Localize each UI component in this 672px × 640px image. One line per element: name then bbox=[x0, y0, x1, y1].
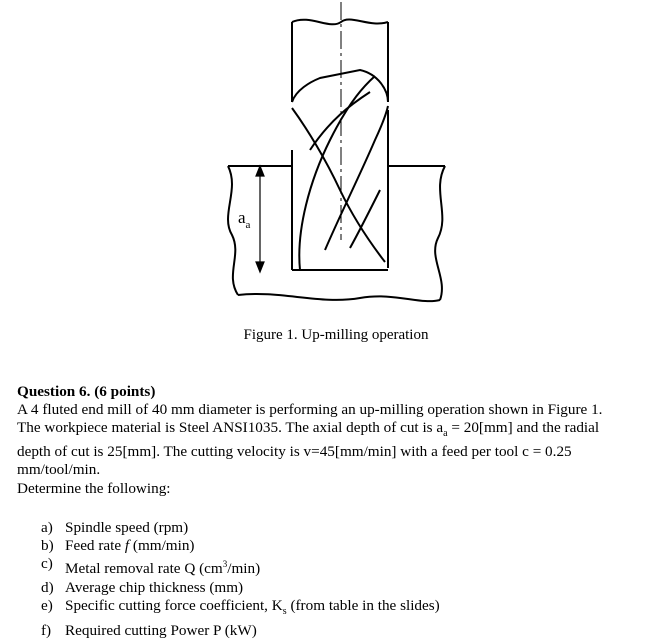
question-line: The workpiece material is Steel ANSI1035. The axial depth of cut is $a_a = 20[mm]$ and the radial bbox=[17, 419, 600, 440]
figure-caption: Figure 1. Up-milling operation bbox=[243, 327, 429, 343]
list-item: f) Required cutting Power P (kW) bbox=[41, 621, 257, 639]
determine-text: Determine the following: bbox=[17, 479, 171, 497]
question-heading: Question 6. (6 points) bbox=[17, 383, 156, 400]
depth-label: $a_a$ bbox=[238, 208, 251, 231]
end-mill-figure bbox=[200, 0, 480, 320]
list-item: c) Metal removal rate Q $(cm^3/\min)$ bbox=[41, 555, 261, 578]
question-body bbox=[17, 401, 662, 479]
question-line: depth of cut is 25[mm]. The cutting velocity is v=45[mm/min] with a feed per tool c = 0.25 bbox=[17, 443, 572, 461]
shank-top bbox=[292, 19, 388, 24]
list-item: b) Feed rate f (mm/min) bbox=[41, 537, 195, 554]
answer-list bbox=[17, 519, 662, 640]
list-item: e) Specific cutting force coefficient, $K_s$ (from table in the slides) bbox=[41, 597, 440, 618]
question-line: mm/tool/min. bbox=[17, 461, 101, 479]
shank bbox=[292, 22, 388, 102]
flutes bbox=[292, 70, 388, 270]
list-item: d) Average chip thickness (mm) bbox=[41, 578, 244, 596]
list-item: a) Spindle speed (rpm) bbox=[41, 518, 189, 536]
question-line: A 4 fluted end mill of 40 mm diameter is performing an up-milling operation shown in Figure 1. bbox=[17, 401, 603, 419]
question-block bbox=[17, 383, 662, 640]
